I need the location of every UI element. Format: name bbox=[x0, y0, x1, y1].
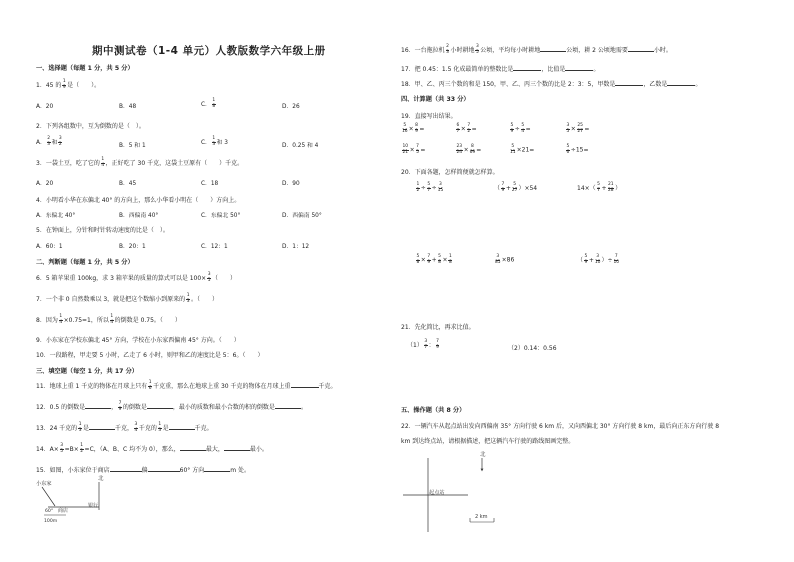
calc20-expr-3: 14×（ $\frac{5}{7}$ + $\frac{21}{28}$ ） bbox=[577, 182, 622, 193]
fraction: $\frac{1}{3}$ bbox=[78, 422, 82, 433]
fraction: $\frac{3}{4}$ bbox=[134, 422, 138, 433]
fraction: $\frac{1}{3}$ bbox=[158, 422, 162, 433]
answer-blank[interactable] bbox=[291, 381, 319, 388]
fraction: $\frac{3}{15}$ bbox=[437, 182, 444, 193]
fraction: $\frac{5}{9}$ bbox=[584, 254, 588, 265]
fraction: $\frac{3}{85}$ bbox=[495, 254, 501, 265]
question-7: 7．一个非 0 自然数乘以 3，就是把这个数缩小到原来的 $\frac{1}{3}$ 。（ ） bbox=[36, 293, 218, 304]
section-choice-heading: 一、选择题（每题 1 分，共 5 分） bbox=[36, 65, 134, 72]
q1-option-d[interactable]: D．26 bbox=[282, 104, 300, 110]
q15-map-diagram bbox=[36, 474, 136, 530]
q1-option-b[interactable]: B．48 bbox=[119, 104, 137, 110]
question-11: 11．地球上重 1 千克的物体在月球上只有 $\frac{1}{6}$ 千克重，那么在地球上重 30 千克的物体在月球上重 千克。 bbox=[36, 380, 337, 391]
fraction: $\frac{5}{8}$ bbox=[416, 254, 420, 265]
question-20: 20．下面各题，怎样简便就怎样算。 bbox=[401, 169, 499, 176]
fraction: $\frac{5}{4}$ bbox=[521, 123, 525, 134]
calc19-item-4: $\frac{3}{5}$ × $\frac{25}{27}$ = bbox=[566, 123, 590, 134]
answer-blank[interactable] bbox=[180, 444, 206, 451]
answer-blank[interactable] bbox=[565, 64, 593, 71]
north-label: 北 bbox=[98, 476, 104, 482]
fraction: $\frac{1}{6}$ bbox=[148, 380, 152, 391]
fraction: $\frac{3}{5}$ bbox=[566, 123, 570, 134]
fraction: $\frac{2}{3}$ bbox=[446, 44, 449, 55]
calc19-item-1: $\frac{5}{16}$ × $\frac{8}{9}$ = bbox=[402, 123, 425, 134]
question-4: 4．小明看小华在东偏北 40° 的方向上，那么小华看小明在（ ）方向上。 bbox=[36, 197, 241, 204]
fraction: $\frac{5}{8}$ bbox=[438, 254, 441, 265]
start-station-label: 起点站 bbox=[429, 490, 445, 496]
question-18: 18．甲、乙、丙三个数的和是 150，甲、乙、丙三个数的比是 2：3：5，甲数是 ，乙数是 。 bbox=[401, 81, 702, 88]
shop-label: 商店 bbox=[58, 508, 69, 514]
fraction: $\frac{5}{9}$ bbox=[510, 123, 514, 134]
q5-option-c[interactable]: C．12：1 bbox=[201, 244, 228, 250]
scale-label: 2 km bbox=[475, 514, 488, 520]
question-22-line-2: km 到达终点站，请根据描述，把这辆汽车行驶的路线图画完整。 bbox=[401, 438, 575, 445]
fraction: $\frac{1}{9}$ bbox=[62, 79, 66, 90]
bank-label: 银行 bbox=[88, 503, 99, 509]
fraction: $\frac{7}{9}$ bbox=[118, 401, 122, 412]
answer-blank[interactable] bbox=[89, 423, 115, 430]
answer-blank[interactable] bbox=[148, 465, 180, 472]
q4-option-d[interactable]: D．西偏南 50° bbox=[282, 213, 322, 219]
q2-option-c[interactable]: C． $\frac{1}{3}$ 和 3 bbox=[201, 136, 228, 147]
fraction: $\frac{7}{2}$ bbox=[467, 123, 471, 134]
answer-blank[interactable] bbox=[275, 402, 301, 409]
fraction: $\frac{23}{24}$ bbox=[456, 144, 463, 155]
fraction: $\frac{5}{27}$ bbox=[511, 182, 518, 193]
q3-option-d[interactable]: D．90 bbox=[282, 181, 300, 187]
answer-blank[interactable] bbox=[513, 64, 541, 71]
answer-blank[interactable] bbox=[169, 423, 195, 430]
fraction: $\frac{1}{2}$ bbox=[80, 443, 84, 454]
fraction: $\frac{5}{16}$ bbox=[402, 123, 408, 134]
calc20-expr-5: $\frac{3}{85}$ ×86 bbox=[495, 254, 515, 265]
fraction: $\frac{7}{5}$ bbox=[416, 144, 419, 155]
calc19-item-2: $\frac{6}{7}$ × $\frac{7}{2}$ = bbox=[456, 123, 477, 134]
calc20-expr-2: （ $\frac{7}{9}$ + $\frac{5}{27}$ ）×54 bbox=[494, 182, 538, 193]
fraction: $\frac{1}{8}$ bbox=[448, 254, 452, 265]
question-13: 13．24 千克的 $\frac{1}{3}$ 是 千克， $\frac{3}{4}$ 千克的 $\frac{1}{3}$ 是 千克。 bbox=[36, 422, 213, 433]
q5-option-b[interactable]: B．20：1 bbox=[119, 244, 146, 250]
question-10: 10．一段路程，甲走要 5 小时，乙走了 6 小时，则甲和乙的速度比是 5：6。（ ） bbox=[36, 352, 264, 359]
question-17: 17．把 0.45：1.5 化成最简单的整数比是 ，比值是 。 bbox=[401, 66, 600, 73]
answer-blank[interactable] bbox=[628, 45, 654, 52]
home-label: 小东家 bbox=[36, 481, 52, 487]
answer-blank[interactable] bbox=[85, 402, 111, 409]
fraction: $\frac{6}{7}$ bbox=[456, 123, 460, 134]
fraction: $\frac{3}{5}$ bbox=[475, 44, 479, 55]
answer-blank[interactable] bbox=[110, 465, 142, 472]
answer-blank[interactable] bbox=[615, 79, 643, 86]
fraction: $\frac{7}{9}$ bbox=[427, 254, 431, 265]
q2-option-b[interactable]: B．5 和 1 bbox=[119, 143, 146, 149]
question-21: 21．先化简比，再求比值。 bbox=[401, 324, 475, 331]
question-15: 15．如图，小东家位于商店 偏 60° 方向 m 处。 bbox=[36, 467, 250, 474]
q1-option-c[interactable]: C． $\frac{1}{8}$ bbox=[201, 98, 216, 109]
fraction: $\frac{2}{3}$ bbox=[47, 136, 51, 147]
q2-option-a[interactable]: A． $\frac{2}{3}$ 和 $\frac{3}{2}$ bbox=[36, 136, 62, 147]
q3-option-a[interactable]: A．20 bbox=[36, 181, 54, 187]
answer-blank[interactable] bbox=[667, 79, 695, 86]
question-12: 12．0.5 的倒数是 ， $\frac{7}{9}$ 的倒数是 ，最小的质数和最小合数的积的倒数是 。 bbox=[36, 401, 307, 412]
fraction: $\frac{10}{21}$ bbox=[402, 144, 409, 155]
question-6: 6．5 箱苹果重 100kg，求 3 箱苹果的质量的算式可以是 100× $\frac{3}{5}$ （ ） bbox=[36, 272, 237, 283]
question-16: 16．一台拖拉机 $\frac{2}{3}$ 小时耕地 $\frac{3}{5}$ 公顷，平均每小时耕地 公顷，耕 2 公顷地需要 小时。 bbox=[401, 44, 672, 55]
fraction: $\frac{7}{10}$ bbox=[613, 254, 620, 265]
fraction: $\frac{1}{4}$ bbox=[101, 157, 105, 168]
fraction: $\frac{5}{7}$ bbox=[427, 182, 431, 193]
calc19-item-7: $\frac{5}{11}$ ×21= bbox=[510, 144, 535, 155]
q3-option-c[interactable]: C．18 bbox=[201, 181, 219, 187]
fraction: $\frac{1}{4}$ bbox=[110, 314, 114, 325]
page-title: 期中测试卷（1-4 单元）人教版数学六年级上册 bbox=[92, 45, 326, 57]
calc20-expr-6: （ $\frac{5}{9}$ + $\frac{3}{10}$ ）÷ $\frac{7}{10}$ bbox=[577, 254, 620, 265]
answer-blank[interactable] bbox=[224, 444, 250, 451]
fraction: $\frac{3}{7}$ bbox=[424, 339, 428, 350]
section-operation-heading: 五、操作题（共 8 分） bbox=[401, 407, 466, 414]
fraction: $\frac{5}{7}$ bbox=[597, 182, 600, 193]
question-2: 2．下列各组数中，互为倒数的是（ ）。 bbox=[36, 123, 145, 130]
fraction: $\frac{25}{27}$ bbox=[577, 123, 583, 134]
question-3: 3．一袋土豆，吃了它的 $\frac{1}{4}$ ，正好吃了 30 千克，这袋土豆原有（ ）千克。 bbox=[36, 157, 244, 168]
home-to-shop-line bbox=[42, 487, 55, 506]
question-5: 5．在钟面上，分针和时针转动速度的比是（ ）。 bbox=[36, 227, 169, 234]
calc20-expr-1: $\frac{1}{2}$ ÷ $\frac{5}{7}$ ÷ $\frac{3}{15}$ bbox=[416, 182, 444, 193]
fraction: $\frac{7}{9}$ bbox=[501, 182, 505, 193]
fraction: $\frac{1}{4}$ bbox=[59, 314, 63, 325]
q4-option-a[interactable]: A．东偏北 40° bbox=[36, 213, 76, 219]
fraction: $\frac{5}{11}$ bbox=[510, 144, 516, 155]
fraction: $\frac{3}{2}$ bbox=[58, 136, 62, 147]
answer-blank[interactable] bbox=[147, 402, 173, 409]
q5-option-d[interactable]: D．1：12 bbox=[282, 244, 310, 250]
fraction: $\frac{1}{3}$ bbox=[212, 136, 216, 147]
north-label: 北 bbox=[480, 452, 486, 458]
angle-label: 60° bbox=[45, 509, 54, 514]
fraction: $\frac{1}{2}$ bbox=[416, 182, 420, 193]
fraction: $\frac{3}{5}$ bbox=[60, 443, 64, 454]
question-8: 8．因为 $\frac{1}{4}$ ×0.75=1，所以 $\frac{1}{4}$ 的倒数是 0.75。（ ） bbox=[36, 314, 181, 325]
q3-option-b[interactable]: B．45 bbox=[119, 181, 137, 187]
q4-option-c[interactable]: C．东偏北 50° bbox=[201, 213, 241, 219]
question-9: 9．小东家在学校东偏北 45° 方向，学校在小东家西偏南 45° 方向。（ ） bbox=[36, 337, 240, 344]
fraction: $\frac{8}{9}$ bbox=[415, 123, 418, 134]
fraction: $\frac{8}{69}$ bbox=[469, 144, 476, 155]
calc19-item-6: $\frac{23}{24}$ × $\frac{8}{69}$ = bbox=[456, 144, 482, 155]
question-1: 1．45 的 $\frac{1}{9}$ 是（ ）。 bbox=[36, 79, 101, 90]
fraction: $\frac{3}{10}$ bbox=[594, 254, 601, 265]
calc19-item-8: $\frac{5}{6}$ ÷15= bbox=[566, 144, 589, 155]
calc19-item-3: $\frac{5}{9}$ ÷ $\frac{5}{4}$ = bbox=[510, 123, 531, 134]
section-judge-heading: 二、判断题（每题 1 分，共 5 分） bbox=[36, 259, 134, 266]
answer-blank[interactable] bbox=[540, 45, 566, 52]
section-calc-heading: 四、计算题（共 33 分） bbox=[401, 96, 470, 103]
q21-item-2: （2）0.14：0.56 bbox=[508, 345, 557, 352]
section-fill-heading: 三、填空题（每空 1 分，共 17 分） bbox=[36, 368, 138, 375]
question-22-line-1: 22．一辆汽车从起点站出发向西偏南 35° 方向行驶 6 km 后，又向西偏北 30° 方向行驶 8 km，最后向正东方向行驶 8 bbox=[401, 423, 720, 430]
q1-option-a[interactable]: A．20 bbox=[36, 104, 54, 110]
fraction: $\frac{7}{9}$ bbox=[436, 339, 439, 350]
answer-blank[interactable] bbox=[204, 465, 230, 472]
q5-option-a[interactable]: A．60：1 bbox=[36, 244, 63, 250]
fraction: $\frac{3}{5}$ bbox=[207, 272, 211, 283]
calc19-item-5: $\frac{10}{21}$ × $\frac{7}{5}$ = bbox=[402, 144, 426, 155]
fraction: $\frac{1}{3}$ bbox=[186, 293, 190, 304]
q2-option-d[interactable]: D．0.25 和 4 bbox=[282, 143, 319, 149]
fraction: $\frac{21}{28}$ bbox=[608, 182, 614, 193]
scale-label: 100m bbox=[44, 519, 58, 524]
fraction: $\frac{5}{6}$ bbox=[566, 144, 570, 155]
q22-map-diagram bbox=[398, 448, 508, 536]
q21-item-1: （1） $\frac{3}{7}$ ： $\frac{7}{9}$ bbox=[407, 339, 439, 350]
fraction: $\frac{1}{8}$ bbox=[212, 98, 216, 109]
q4-option-b[interactable]: B．西偏南 40° bbox=[119, 213, 159, 219]
question-19: 19．直接写出结果。 bbox=[401, 113, 457, 120]
calc20-expr-4: $\frac{5}{8}$ × $\frac{7}{9}$ + $\frac{5}{8}$ × $\frac{1}{8}$ bbox=[416, 254, 452, 265]
question-14: 14．A× $\frac{3}{5}$ =B× $\frac{1}{2}$ =C，（A、B、C 均不为 0），那么， 最大， 最小。 bbox=[36, 443, 268, 454]
